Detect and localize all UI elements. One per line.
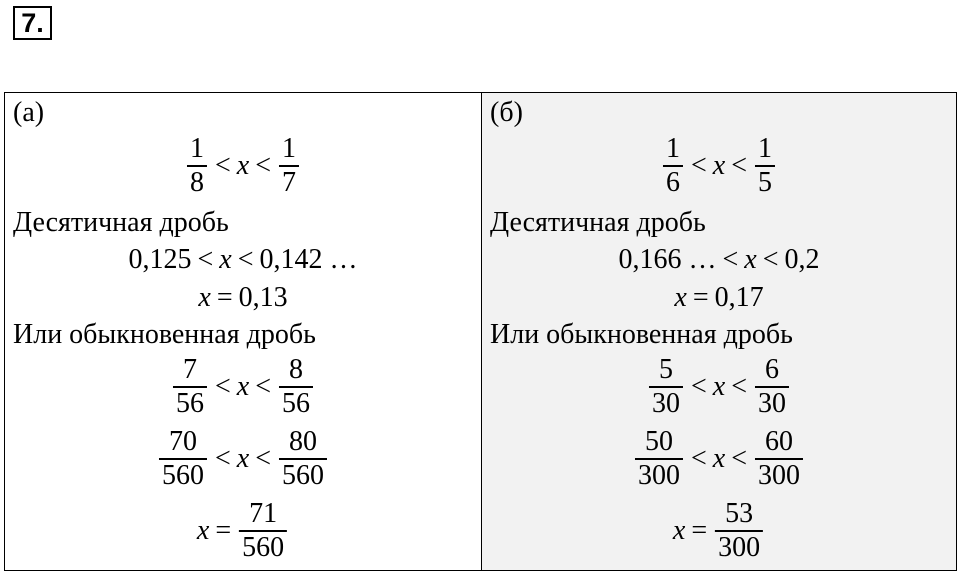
fraction-inequality-2 (157, 426, 329, 492)
denominator: 300 (755, 458, 803, 492)
left-fraction (635, 426, 683, 492)
variable: x (236, 150, 250, 181)
less-than-sign: < (731, 371, 748, 402)
numerator: 8 (289, 354, 304, 385)
column-label: (б) (490, 97, 523, 128)
fraction-heading: Или обыкновенная дробь (13, 319, 316, 350)
less-than-sign: < (762, 244, 779, 275)
less-than-sign: < (690, 371, 707, 402)
variable: x (672, 515, 686, 546)
initial-inequality (661, 133, 777, 199)
right-fraction (755, 354, 789, 420)
variable: x (744, 244, 757, 275)
fraction-inequality-1 (171, 354, 315, 420)
denominator: 300 (635, 458, 683, 492)
less-than-sign: < (214, 371, 231, 402)
fraction-answer (673, 498, 765, 564)
decimal-heading: Десятичная дробь (13, 207, 229, 238)
less-than-sign: < (255, 371, 272, 402)
variable: x (236, 443, 250, 474)
denominator: 56 (173, 386, 207, 420)
numerator: 71 (249, 498, 278, 529)
numerator: 1 (758, 133, 773, 164)
denominator: 56 (279, 386, 313, 420)
numerator: 1 (665, 133, 680, 164)
task-number: 7. (13, 6, 52, 40)
less-than-sign: < (690, 443, 707, 474)
left-value: 0,166 … (618, 244, 717, 275)
right-fraction (279, 426, 327, 492)
left-fraction (159, 426, 207, 492)
decimal-inequality (618, 246, 819, 274)
less-than-sign: < (690, 150, 707, 181)
numerator: 5 (658, 354, 673, 385)
right-value: 0,142 … (259, 244, 358, 275)
left-fraction (649, 354, 683, 420)
column-b (482, 93, 956, 570)
variable: x (712, 443, 726, 474)
denominator: 8 (187, 165, 207, 199)
less-than-sign: < (731, 443, 748, 474)
decimal-answer (198, 284, 287, 312)
numerator: 53 (725, 498, 754, 529)
numerator: 6 (765, 354, 780, 385)
variable: x (712, 371, 726, 402)
variable: x (219, 244, 232, 275)
variable: x (712, 150, 726, 181)
fraction-inequality-2 (633, 426, 805, 492)
fraction-heading: Или обыкновенная дробь (490, 319, 793, 350)
right-fraction (755, 133, 775, 199)
denominator: 560 (279, 458, 327, 492)
denominator: 7 (279, 165, 299, 199)
less-than-sign: < (255, 150, 272, 181)
decimal-inequality (128, 246, 357, 274)
variable: x (236, 371, 250, 402)
numerator: 1 (282, 133, 297, 164)
answer-fraction (239, 498, 287, 564)
less-than-sign: < (214, 150, 231, 181)
column-label: (а) (13, 97, 45, 128)
less-than-sign: < (237, 244, 254, 275)
numerator: 80 (289, 426, 318, 457)
denominator: 30 (755, 386, 789, 420)
answer-fraction (715, 498, 763, 564)
less-than-sign: < (255, 443, 272, 474)
equals-sign: = (692, 282, 709, 313)
variable: x (198, 282, 211, 313)
equals-sign: = (691, 515, 708, 546)
numerator: 60 (765, 426, 794, 457)
solution-table (4, 92, 957, 571)
decimal-heading: Десятичная дробь (490, 207, 706, 238)
right-fraction (279, 133, 299, 199)
denominator: 300 (715, 530, 763, 564)
fraction-inequality-1 (647, 354, 791, 420)
numerator: 50 (644, 426, 673, 457)
decimal-answer (674, 284, 763, 312)
initial-inequality (185, 133, 301, 199)
numerator: 7 (182, 354, 197, 385)
answer-value: 0,13 (238, 282, 288, 313)
less-than-sign: < (731, 150, 748, 181)
equals-sign: = (216, 282, 233, 313)
variable: x (674, 282, 687, 313)
right-value: 0,2 (784, 244, 820, 275)
less-than-sign: < (214, 443, 231, 474)
variable: x (196, 515, 210, 546)
left-value: 0,125 (128, 244, 192, 275)
equals-sign: = (215, 515, 232, 546)
left-fraction (663, 133, 683, 199)
less-than-sign: < (197, 244, 214, 275)
denominator: 560 (159, 458, 207, 492)
numerator: 70 (168, 426, 197, 457)
answer-value: 0,17 (714, 282, 764, 313)
fraction-answer (197, 498, 289, 564)
column-a (5, 93, 482, 570)
left-fraction (173, 354, 207, 420)
left-fraction (187, 133, 207, 199)
denominator: 30 (649, 386, 683, 420)
right-fraction (279, 354, 313, 420)
right-fraction (755, 426, 803, 492)
denominator: 560 (239, 530, 287, 564)
less-than-sign: < (722, 244, 739, 275)
denominator: 6 (663, 165, 683, 199)
numerator: 1 (189, 133, 204, 164)
denominator: 5 (755, 165, 775, 199)
